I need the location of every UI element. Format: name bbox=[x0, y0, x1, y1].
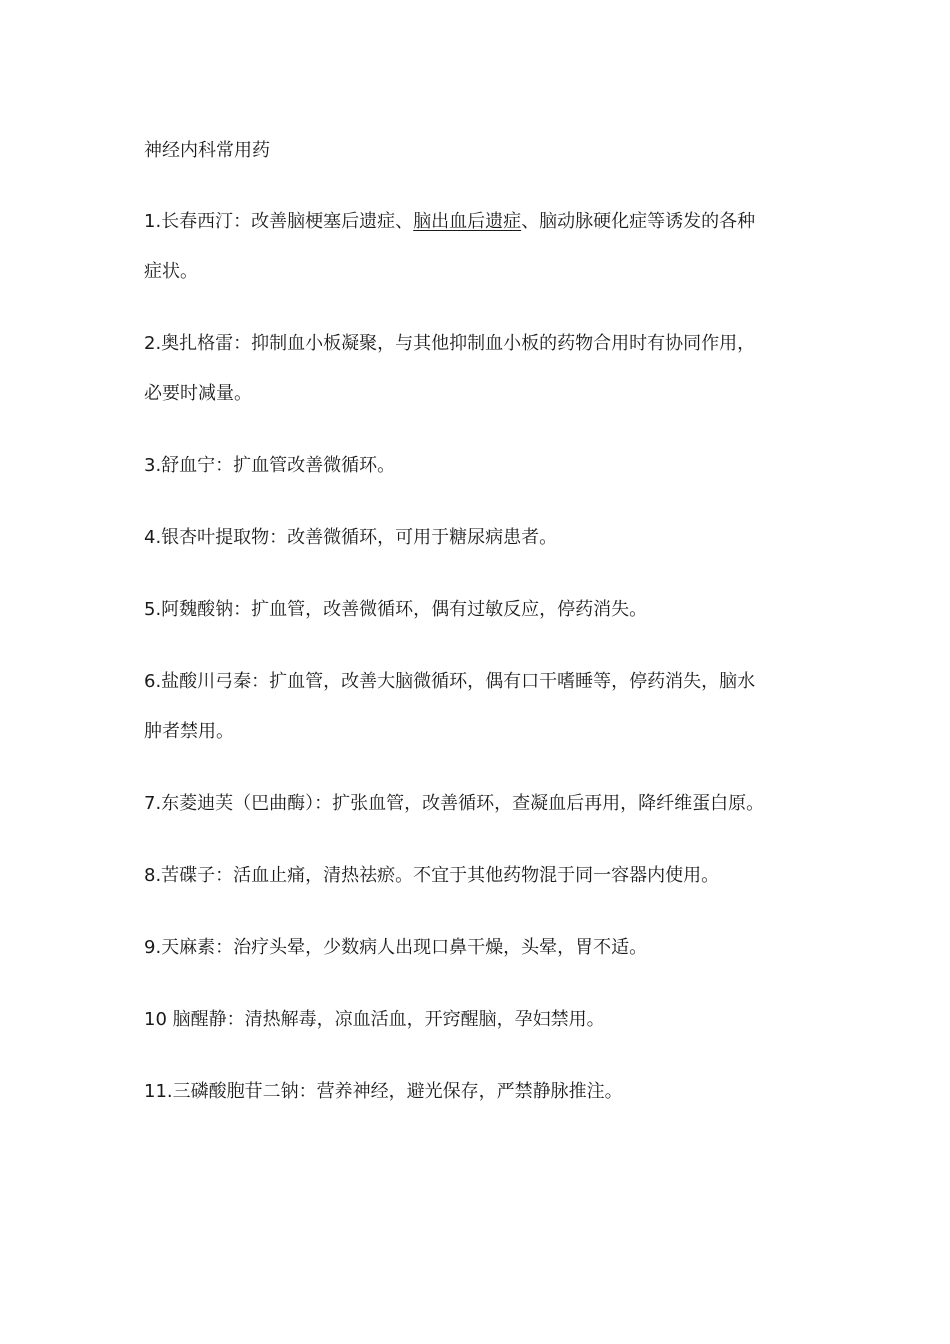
item-line: 9.天麻素：治疗头晕，少数病人出现口鼻干燥，头晕，胃不适。 bbox=[144, 937, 648, 958]
list-item bbox=[144, 319, 824, 419]
list-item bbox=[144, 851, 824, 901]
item-line: 6.盐酸川弓秦：扩血管，改善大脑微循环，偶有口干嗜睡等，停药消失，脑水 bbox=[144, 671, 756, 692]
list-item bbox=[144, 657, 824, 757]
item-line: 11.三磷酸胞苷二钠：营养神经，避光保存，严禁静脉推注。 bbox=[144, 1081, 623, 1102]
list-item bbox=[144, 995, 824, 1045]
item-line: 10 脑醒静：清热解毒，凉血活血，开窍醒脑，孕妇禁用。 bbox=[144, 1009, 605, 1030]
list-item bbox=[144, 779, 824, 829]
item-line: 必要时减量。 bbox=[144, 383, 252, 404]
item-line: 7.东菱迪芙（巴曲酶）：扩张血管，改善循环，查凝血后再用，降纤维蛋白原。 bbox=[144, 793, 765, 814]
list-item bbox=[144, 1067, 824, 1117]
item-line: 8.苦碟子：活血止痛，清热祛瘀。不宜于其他药物混于同一容器内使用。 bbox=[144, 865, 720, 886]
underlined-term: 脑出血后遗症 bbox=[413, 211, 522, 232]
item-line: 症状。 bbox=[144, 261, 198, 282]
item-line: 2.奥扎格雷：抑制血小板凝聚，与其他抑制血小板的药物合用时有协同作用， bbox=[144, 333, 756, 354]
list-item bbox=[144, 513, 824, 563]
item-line: 5.阿魏酸钠：扩血管，改善微循环，偶有过敏反应，停药消失。 bbox=[144, 599, 648, 620]
item-line: 肿者禁用。 bbox=[144, 721, 234, 742]
list-item bbox=[144, 197, 824, 297]
item-line: 3.舒血宁：扩血管改善微循环。 bbox=[144, 455, 396, 476]
item-line bbox=[144, 197, 824, 247]
item-line: 4.银杏叶提取物：改善微循环，可用于糖尿病患者。 bbox=[144, 527, 558, 548]
list-item bbox=[144, 923, 824, 973]
item-text: 、脑动脉硬化症等诱发的各种 bbox=[521, 211, 756, 232]
item-text: 1.长春西汀：改善脑梗塞后遗症、 bbox=[144, 211, 414, 232]
list-item bbox=[144, 585, 824, 635]
page-title: 神经内科常用药 bbox=[144, 140, 270, 161]
list-item bbox=[144, 441, 824, 491]
